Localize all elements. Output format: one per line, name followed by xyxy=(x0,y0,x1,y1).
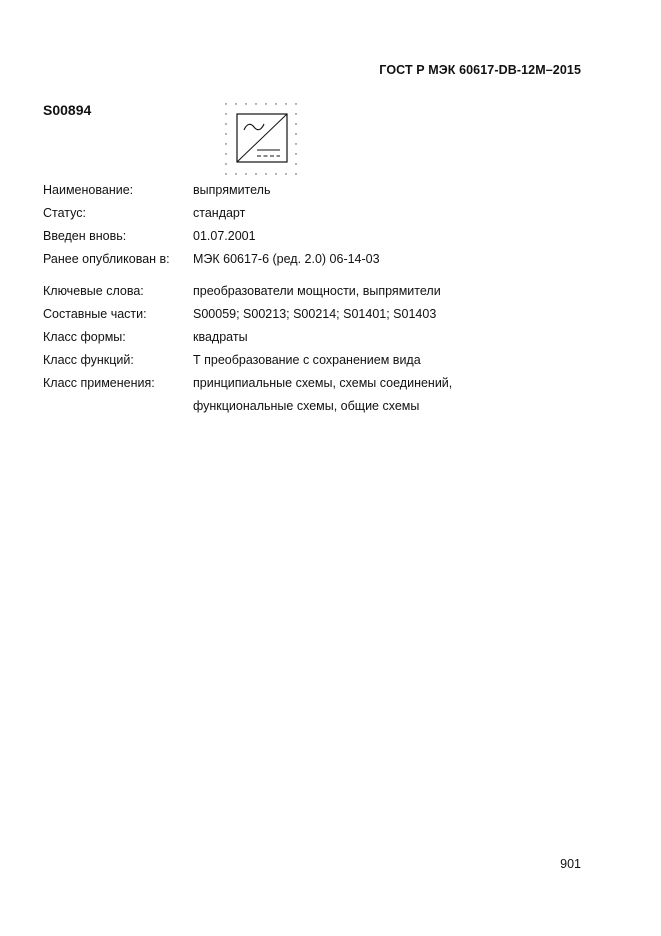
field-value: S00059; S00213; S00214; S01401; S01403 xyxy=(193,307,437,321)
field-value: Т преобразование с сохранением вида xyxy=(193,353,421,367)
field-value: квадраты xyxy=(193,330,248,344)
field-row-application-class xyxy=(43,372,603,395)
field-label xyxy=(43,395,193,418)
field-value: принципиальные схемы, схемы соединений, xyxy=(193,376,453,390)
field-value: преобразователи мощности, выпрямители xyxy=(193,284,441,298)
page-number: 901 xyxy=(560,857,581,871)
field-row-status xyxy=(43,202,603,225)
document-header: ГОСТ Р МЭК 60617-DB-12M–2015 xyxy=(379,63,581,77)
field-row-keywords xyxy=(43,280,603,303)
field-row-components xyxy=(43,303,603,326)
field-row-shape-class xyxy=(43,326,603,349)
field-value: стандарт xyxy=(193,206,246,220)
field-label: Статус: xyxy=(43,206,86,220)
field-label: Наименование: xyxy=(43,183,134,197)
field-label: Ранее опубликован в: xyxy=(43,252,170,266)
field-value: МЭК 60617-6 (ред. 2.0) 06-14-03 xyxy=(193,252,380,266)
field-label: Составные части: xyxy=(43,307,147,321)
field-label: Ключевые слова: xyxy=(43,284,144,298)
field-label: Класс формы: xyxy=(43,330,126,344)
field-row-application-class-continued xyxy=(43,395,603,418)
field-value: функциональные схемы, общие схемы xyxy=(193,399,420,413)
field-list xyxy=(43,179,603,418)
rectifier-symbol-icon xyxy=(222,100,302,178)
field-label: Класс применения: xyxy=(43,376,155,390)
field-row-introduced xyxy=(43,225,603,248)
field-label: Класс функций: xyxy=(43,353,134,367)
field-value: выпрямитель xyxy=(193,183,271,197)
field-row-previously-published xyxy=(43,248,603,271)
field-label: Введен вновь: xyxy=(43,229,127,243)
field-value: 01.07.2001 xyxy=(193,229,256,243)
field-row-name xyxy=(43,179,603,202)
field-row-function-class xyxy=(43,349,603,372)
symbol-code: S00894 xyxy=(43,102,92,118)
